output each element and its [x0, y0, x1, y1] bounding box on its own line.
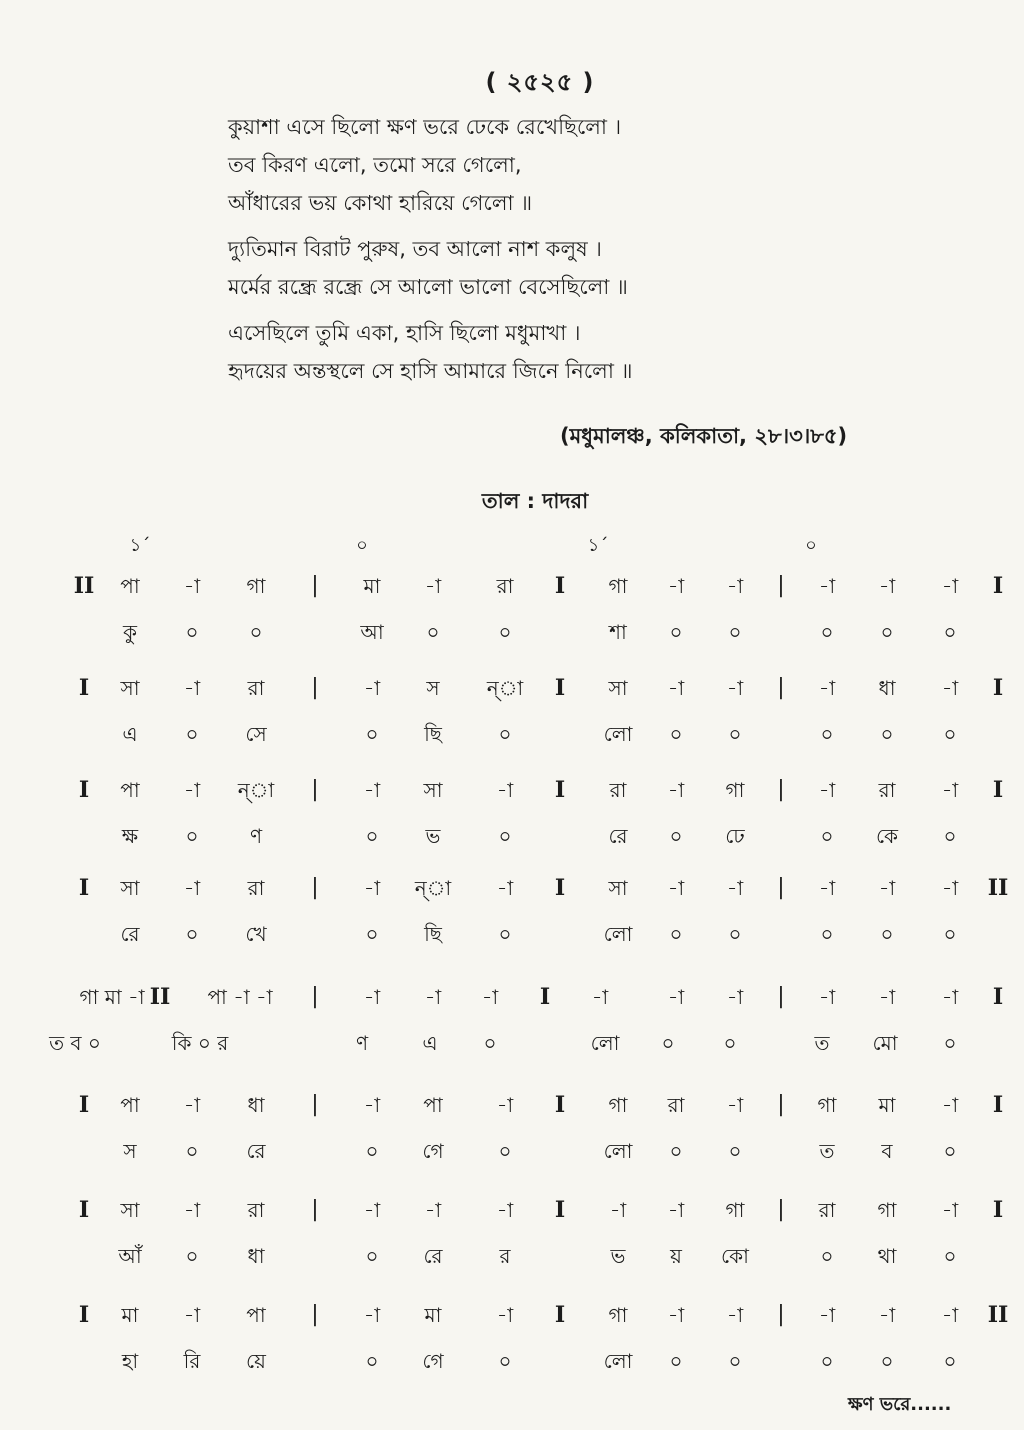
section-marker: I — [554, 1092, 566, 1118]
swara-note: সা — [608, 876, 628, 900]
page-number: ( ২৫২৫ ) — [485, 68, 595, 96]
lyric-syllable: ০ — [728, 722, 742, 746]
lyric-syllable: ০ — [820, 722, 834, 746]
footer-cue: ক্ষণ ভরে...... — [848, 1394, 952, 1415]
section-marker: I — [78, 675, 90, 701]
swara-note: মা — [424, 1303, 442, 1327]
bar-line: | — [777, 1197, 785, 1222]
lyric-line: তব কিরণ এলো, তমো সরে গেলো, — [228, 153, 522, 177]
swara-note: -া — [667, 876, 685, 900]
lyric-syllable: ত ব ০ — [49, 1031, 101, 1055]
swara-note: -া — [726, 985, 744, 1009]
section-marker: I — [78, 875, 90, 901]
lyric-line: মর্মের রন্ধ্রে রন্ধ্রে সে আলো ভালো বেসেছিলো ॥ — [228, 275, 628, 299]
lyric-syllable: গে — [422, 1349, 444, 1373]
swara-note: -া — [726, 676, 744, 700]
section-marker: II — [987, 1302, 1009, 1328]
lyric-syllable: ০ — [943, 824, 957, 848]
lyric-syllable: ঢে — [725, 824, 745, 848]
lyric-syllable: ০ — [943, 922, 957, 946]
swara-note: -া — [667, 985, 685, 1009]
swara-note: পা -া -া — [207, 985, 273, 1009]
swara-note: -া — [667, 1198, 685, 1222]
lyric-syllable: ণ — [249, 824, 263, 848]
source-citation: (মধুমালঞ্চ, কলিকাতা, ২৮।৩।৮৫) — [560, 424, 848, 448]
lyric-syllable: কে — [875, 824, 899, 848]
swara-note: রা — [609, 778, 627, 802]
lyric-syllable: ০ — [365, 1244, 379, 1268]
lyric-syllable: ০ — [185, 1139, 199, 1163]
lyric-syllable: ০ — [669, 722, 683, 746]
swara-note: ন্‌া — [486, 676, 524, 700]
lyric-syllable: ভ — [610, 1244, 626, 1268]
swara-note: গা — [725, 778, 745, 802]
swara-note: গা মা -া — [79, 985, 145, 1009]
section-marker: I — [992, 675, 1004, 701]
lyric-syllable: ০ — [365, 1349, 379, 1373]
swara-note: গা — [608, 574, 628, 598]
swara-note: -া — [496, 876, 514, 900]
lyric-syllable: রে — [120, 922, 140, 946]
lyric-syllable: ০ — [498, 922, 512, 946]
lyric-syllable: আঁ — [118, 1244, 142, 1268]
section-marker: I — [554, 1302, 566, 1328]
lyric-syllable: রে — [423, 1244, 443, 1268]
swara-note: -া — [183, 778, 201, 802]
swara-note: -া — [941, 876, 959, 900]
lyric-syllable: ০ — [498, 1349, 512, 1373]
lyric-syllable: ০ — [365, 1139, 379, 1163]
lyric-syllable: কু — [123, 620, 137, 644]
lyric-syllable: ০ — [185, 722, 199, 746]
swara-note: -া — [363, 778, 381, 802]
lyric-syllable: ণ — [355, 1031, 369, 1055]
swara-note: -া — [818, 876, 836, 900]
lyric-syllable: ০ — [365, 824, 379, 848]
lyric-syllable: ০ — [723, 1031, 737, 1055]
lyric-syllable: লো — [603, 1349, 633, 1373]
swara-note: ধা — [247, 1093, 265, 1117]
lyric-line: এসেছিলে তুমি একা, হাসি ছিলো মধুমাখা । — [228, 321, 581, 345]
swara-note: -া — [941, 574, 959, 598]
swara-note: -া — [183, 1198, 201, 1222]
swara-note: -া — [591, 985, 609, 1009]
swara-note: রা — [667, 1093, 685, 1117]
lyric-syllable: ০ — [498, 1139, 512, 1163]
lyric-syllable: ০ — [365, 722, 379, 746]
lyric-syllable: ০ — [728, 1349, 742, 1373]
section-marker: II — [73, 573, 95, 599]
swara-note: -া — [941, 676, 959, 700]
bar-line: | — [311, 675, 319, 700]
swara-note: -া — [818, 676, 836, 700]
lyric-syllable: ০ — [426, 620, 440, 644]
section-marker: I — [992, 984, 1004, 1010]
swara-note: -া — [363, 876, 381, 900]
swara-note: -া — [496, 1303, 514, 1327]
lyric-syllable: ০ — [943, 722, 957, 746]
lyric-syllable: ০ — [943, 620, 957, 644]
section-marker: I — [78, 1092, 90, 1118]
lyric-syllable: এ — [122, 722, 138, 746]
lyric-syllable: ০ — [498, 722, 512, 746]
lyric-syllable: রি — [183, 1349, 201, 1373]
bar-line: | — [777, 573, 785, 598]
lyric-syllable: ভ — [425, 824, 441, 848]
bar-line: | — [311, 573, 319, 598]
swara-note: -া — [424, 574, 442, 598]
swara-note: গা — [246, 574, 266, 598]
lyric-syllable: ত — [819, 1139, 835, 1163]
bar-line: | — [777, 1092, 785, 1117]
swara-note: -া — [726, 876, 744, 900]
section-marker: I — [78, 777, 90, 803]
swara-note: -া — [878, 574, 896, 598]
bar-line: | — [311, 1092, 319, 1117]
song-lyrics — [228, 108, 928, 390]
swara-note: পা — [120, 574, 140, 598]
lyric-syllable: ০ — [820, 1349, 834, 1373]
swara-note: -া — [941, 1093, 959, 1117]
lyric-syllable: সে — [245, 722, 267, 746]
swara-note: ধা — [878, 676, 896, 700]
swara-note: রা — [247, 1198, 265, 1222]
swara-note: -া — [667, 574, 685, 598]
lyric-syllable: ০ — [880, 922, 894, 946]
bar-line: | — [777, 984, 785, 1009]
section-marker: I — [539, 984, 551, 1010]
tala-heading: তাল : দাদরা — [481, 489, 589, 513]
lyric-line: কুয়াশা এসে ছিলো ক্ষণ ভরে ঢেকে রেখেছিলো । — [228, 115, 622, 139]
swara-note: সা — [120, 1198, 140, 1222]
lyric-syllable: ০ — [498, 620, 512, 644]
swara-note: রা — [247, 876, 265, 900]
lyric-line: আঁধারের ভয় কোথা হারিয়ে গেলো ॥ — [228, 191, 533, 215]
swara-note: -া — [941, 778, 959, 802]
swara-note: ন্‌া — [414, 876, 452, 900]
lyric-syllable: ০ — [249, 620, 263, 644]
swara-note: রা — [247, 676, 265, 700]
swara-note: -া — [818, 778, 836, 802]
lyric-syllable: ০ — [669, 824, 683, 848]
swara-note: সা — [608, 676, 628, 700]
swara-note: -া — [667, 1303, 685, 1327]
lyric-syllable: ০ — [365, 922, 379, 946]
swara-note: -া — [818, 1303, 836, 1327]
lyric-syllable: য় — [670, 1244, 682, 1268]
lyric-syllable: ০ — [820, 620, 834, 644]
swara-note: -া — [878, 1303, 896, 1327]
beat-marker: ১´ — [587, 535, 609, 556]
swara-note: সা — [423, 778, 443, 802]
lyric-syllable: ০ — [185, 1244, 199, 1268]
swara-note: রা — [818, 1198, 836, 1222]
lyric-syllable: ০ — [661, 1031, 675, 1055]
lyric-syllable: লো — [603, 722, 633, 746]
swara-note: -া — [363, 985, 381, 1009]
lyric-syllable: ছি — [424, 922, 442, 946]
bar-line: | — [311, 875, 319, 900]
swara-note: -া — [878, 876, 896, 900]
lyric-syllable: ০ — [669, 922, 683, 946]
swara-note: -া — [726, 1093, 744, 1117]
swara-note: -া — [183, 1303, 201, 1327]
lyric-syllable: র — [499, 1244, 511, 1268]
section-marker: I — [992, 573, 1004, 599]
bar-line: | — [777, 777, 785, 802]
bar-line: | — [311, 1302, 319, 1327]
lyric-syllable: ছি — [424, 722, 442, 746]
swara-note: রা — [496, 574, 514, 598]
lyric-syllable: ০ — [669, 1349, 683, 1373]
lyric-syllable: এ — [422, 1031, 438, 1055]
lyric-syllable: ০ — [880, 620, 894, 644]
lyric-syllable: খে — [245, 922, 267, 946]
swara-note: মা — [363, 574, 381, 598]
swara-note: গা — [608, 1303, 628, 1327]
section-marker: I — [992, 1092, 1004, 1118]
lyric-syllable: ০ — [669, 620, 683, 644]
swara-note: -া — [183, 1093, 201, 1117]
swara-note: পা — [423, 1093, 443, 1117]
lyric-syllable: ০ — [728, 1139, 742, 1163]
swara-note: -া — [363, 676, 381, 700]
section-marker: I — [554, 875, 566, 901]
swara-note: -া — [496, 1198, 514, 1222]
bar-line: | — [777, 1302, 785, 1327]
lyric-syllable: স — [123, 1139, 137, 1163]
lyric-syllable: ত — [814, 1031, 830, 1055]
swara-note: -া — [818, 985, 836, 1009]
bar-line: | — [311, 777, 319, 802]
swara-note: সা — [120, 676, 140, 700]
swara-note: মা — [121, 1303, 139, 1327]
swara-note: -া — [818, 574, 836, 598]
swara-note: -া — [496, 778, 514, 802]
swara-note: পা — [120, 1093, 140, 1117]
swara-note: -া — [481, 985, 499, 1009]
lyric-syllable: লো — [603, 1139, 633, 1163]
swara-note: -া — [183, 676, 201, 700]
lyric-syllable: কো — [721, 1244, 749, 1268]
swara-note: -া — [941, 985, 959, 1009]
swara-note: মা — [878, 1093, 896, 1117]
lyric-syllable: ০ — [943, 1244, 957, 1268]
swara-note: -া — [496, 1093, 514, 1117]
section-marker: I — [554, 1197, 566, 1223]
lyric-syllable: ০ — [728, 922, 742, 946]
beat-marker: ১´ — [129, 535, 151, 556]
lyric-syllable: য়ে — [246, 1349, 266, 1373]
swara-note: -া — [609, 1198, 627, 1222]
swara-note: পা — [246, 1303, 266, 1327]
swara-note: -া — [363, 1093, 381, 1117]
lyric-syllable: ০ — [820, 922, 834, 946]
bar-line: | — [311, 984, 319, 1009]
lyric-syllable: ০ — [943, 1349, 957, 1373]
lyric-syllable: লো — [590, 1031, 620, 1055]
bar-line: | — [311, 1197, 319, 1222]
beat-marker: ০ — [356, 535, 368, 556]
swara-note: সা — [120, 876, 140, 900]
lyric-syllable: ০ — [880, 1349, 894, 1373]
swara-note: রা — [878, 778, 896, 802]
swara-note: -া — [941, 1303, 959, 1327]
section-marker: I — [554, 573, 566, 599]
bar-line: | — [777, 875, 785, 900]
section-marker: I — [992, 777, 1004, 803]
lyric-syllable: শা — [609, 620, 627, 644]
lyric-syllable: ০ — [880, 722, 894, 746]
swara-note: গা — [608, 1093, 628, 1117]
swara-note: -া — [667, 778, 685, 802]
lyric-syllable: ব — [881, 1139, 893, 1163]
swara-note: -া — [424, 985, 442, 1009]
section-marker: I — [554, 675, 566, 701]
beat-marker: ০ — [805, 535, 817, 556]
lyric-syllable: ০ — [943, 1031, 957, 1055]
lyric-syllable: লো — [603, 922, 633, 946]
lyric-syllable: হা — [121, 1349, 139, 1373]
swara-note: -া — [726, 1303, 744, 1327]
lyric-line: দ্যুতিমান বিরাট পুরুষ, তব আলো নাশ কলুষ । — [228, 237, 602, 261]
swara-note: -া — [363, 1198, 381, 1222]
swara-note: গা — [817, 1093, 837, 1117]
swara-note: -া — [183, 574, 201, 598]
lyric-syllable: ০ — [185, 922, 199, 946]
section-marker: I — [554, 777, 566, 803]
section-marker: I — [78, 1302, 90, 1328]
lyric-syllable: ০ — [185, 620, 199, 644]
swara-note: -া — [726, 574, 744, 598]
swara-note: -া — [941, 1198, 959, 1222]
swara-note: -া — [183, 876, 201, 900]
lyric-syllable: রে — [608, 824, 628, 848]
lyric-syllable: থা — [877, 1244, 897, 1268]
swara-note: গা — [725, 1198, 745, 1222]
lyric-syllable: ০ — [185, 824, 199, 848]
lyric-syllable: ক্ষ — [121, 824, 139, 848]
lyric-syllable: আ — [360, 620, 384, 644]
lyric-syllable: ০ — [728, 620, 742, 644]
swara-note: -া — [424, 1198, 442, 1222]
section-marker: II — [149, 984, 171, 1010]
swara-note: -া — [878, 985, 896, 1009]
section-marker: I — [78, 1197, 90, 1223]
bar-line: | — [777, 675, 785, 700]
swara-note: স — [426, 676, 440, 700]
section-marker: I — [992, 1197, 1004, 1223]
lyric-syllable: ০ — [483, 1031, 497, 1055]
lyric-syllable: ০ — [943, 1139, 957, 1163]
swara-note: -া — [667, 676, 685, 700]
lyric-syllable: কি ০ র — [171, 1031, 229, 1055]
lyric-syllable: ০ — [820, 824, 834, 848]
swara-note: গা — [877, 1198, 897, 1222]
lyric-syllable: ০ — [820, 1244, 834, 1268]
lyric-syllable: গে — [422, 1139, 444, 1163]
lyric-syllable: ০ — [669, 1139, 683, 1163]
swara-note: -া — [363, 1303, 381, 1327]
section-marker: II — [987, 875, 1009, 901]
lyric-syllable: ধা — [247, 1244, 265, 1268]
lyric-line: হৃদয়ের অন্তস্থলে সে হাসি আমারে জিনে নিলো ॥ — [228, 359, 633, 383]
lyric-syllable: মো — [872, 1031, 898, 1055]
lyric-syllable: রে — [246, 1139, 266, 1163]
swara-note: পা — [120, 778, 140, 802]
swara-note: ন্‌া — [237, 778, 275, 802]
lyric-syllable: ০ — [498, 824, 512, 848]
